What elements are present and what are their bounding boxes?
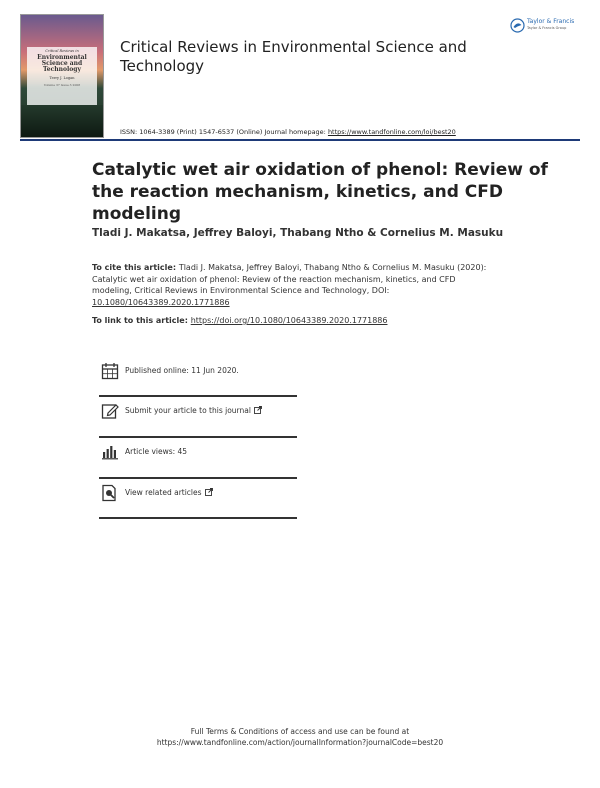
calendar-icon [101, 362, 119, 380]
related-articles-link[interactable] [125, 488, 213, 497]
publisher-logo-text [527, 18, 574, 32]
cite-text: Tladi J. Makatsa, Jeffrey Baloyi, Thabang Ntho & Cornelius M. Masuku (2020): Catalytic wet air oxidation of phenol: Review of the reaction mechanism, kinetics, and CFD modeling, Critical Reviews in Environmental Science and Technology, DOI: [92, 263, 487, 295]
cover-title-band [27, 47, 97, 107]
article-link-line [92, 316, 388, 325]
divider [99, 436, 297, 438]
cover-title-line: Technology [43, 66, 81, 73]
divider [99, 517, 297, 519]
publisher-tagline: Taylor & Francis Group [527, 26, 567, 30]
external-link-icon [254, 406, 262, 414]
views-row [99, 439, 297, 467]
journal-title: Critical Reviews in Environmental Science and Technology [120, 38, 467, 75]
divider [99, 477, 297, 479]
cite-label: To cite this article: [92, 263, 179, 272]
cover-volume: Volume 37 Issue 3 2008 [43, 83, 81, 87]
edit-document-icon [101, 402, 119, 420]
article-authors: Tladi J. Makatsa, Jeffrey Baloyi, Thabang Ntho & Cornelius M. Masuku [92, 227, 504, 239]
submit-row[interactable] [99, 398, 297, 426]
bar-chart-icon [101, 443, 119, 461]
submit-label: Submit your article to this journal [125, 406, 251, 415]
cover-forest [21, 105, 103, 137]
article-title: Catalytic wet air oxidation of phenol: Review of the reaction mechanism, kinetics, and CFD modeling [92, 160, 548, 224]
publisher-name: Taylor & Francis [527, 18, 575, 25]
related-label: View related articles [125, 488, 202, 497]
article-url-link[interactable]: https://doi.org/10.1080/10643389.2020.1771886 [190, 316, 388, 325]
cover-title-line: Environmental [37, 54, 87, 61]
cover-title-line: Science and [41, 60, 83, 67]
cover-kicker: Critical Reviews in [45, 49, 79, 53]
article-views: Article views: 45 [125, 447, 188, 456]
doi-link[interactable]: 10.1080/10643389.2020.1771886 [92, 297, 230, 307]
external-link-icon [205, 488, 213, 496]
header-rule [20, 139, 580, 141]
published-row [99, 358, 297, 386]
issn-text: ISSN: 1064-3389 (Print) 1547-6537 (Online) Journal homepage: [120, 128, 328, 136]
citation-block [92, 262, 492, 308]
divider [99, 395, 297, 397]
publisher-emblem-icon [510, 18, 525, 33]
link-label: To link to this article: [92, 316, 191, 325]
publisher-logo[interactable] [510, 16, 585, 38]
cover-editor: Terry J. Logan [49, 76, 75, 80]
issn-line [120, 128, 456, 136]
journal-cover [20, 14, 104, 138]
footer-journal-info-link[interactable]: https://www.tandfonline.com/action/journalInformation?journalCode=best20 [156, 738, 444, 747]
journal-homepage-link[interactable]: https://www.tandfonline.com/loi/best20 [327, 128, 456, 136]
published-date: Published online: 11 Jun 2020. [125, 366, 239, 375]
footer [0, 726, 600, 748]
search-document-icon [101, 484, 119, 502]
cover-title [27, 55, 97, 73]
related-row[interactable] [99, 480, 297, 508]
submit-article-link[interactable] [125, 406, 262, 415]
footer-terms: Full Terms & Conditions of access and use can be found at [190, 727, 410, 736]
